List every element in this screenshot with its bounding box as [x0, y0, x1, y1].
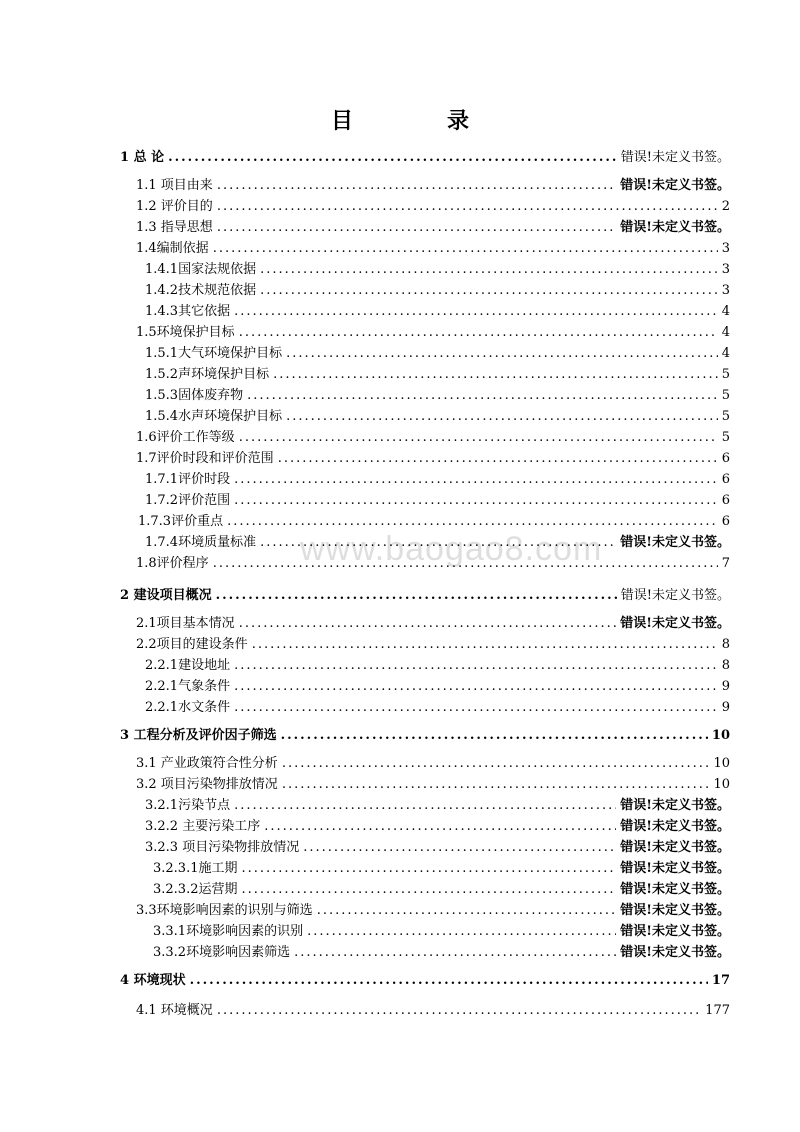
- dot-leader: [294, 943, 616, 963]
- toc-entry-1[interactable]: [120, 148, 730, 168]
- dot-leader: [213, 554, 718, 574]
- dot-leader: [234, 470, 718, 490]
- toc-entry-3-3-1[interactable]: [153, 922, 730, 942]
- toc-entry-1-4-3[interactable]: [145, 302, 730, 322]
- dot-leader: [317, 901, 617, 921]
- toc-page: 5: [721, 430, 730, 445]
- toc-page: 9: [721, 679, 730, 694]
- toc-page: 7: [721, 556, 730, 571]
- toc-entry-1-7-2[interactable]: [145, 491, 730, 511]
- dot-leader: [273, 365, 718, 385]
- dot-leader: [213, 239, 718, 259]
- toc-entry-4[interactable]: [120, 971, 730, 991]
- dot-leader: [239, 428, 718, 448]
- toc-entry-3-1[interactable]: [136, 754, 730, 774]
- toc-entry-1-7[interactable]: [136, 449, 730, 469]
- toc-label: 3.2 项目污染物排放情况: [136, 777, 278, 792]
- toc-entry-3-3[interactable]: [136, 901, 730, 921]
- toc-page: 3: [721, 241, 730, 256]
- toc-page: 错误!未定义书签。: [620, 535, 730, 550]
- toc-page: 错误!未定义书签。: [620, 903, 730, 918]
- toc-label: 1.3 指导思想: [136, 220, 213, 235]
- toc-entry-1-7-3[interactable]: [138, 512, 730, 532]
- toc-page: 错误!未定义书签。: [620, 798, 730, 813]
- toc-entry-3-2-3-2[interactable]: [153, 880, 730, 900]
- toc-page: 错误!未定义书签。: [620, 150, 730, 165]
- toc-entry-1-8[interactable]: [136, 554, 730, 574]
- toc-page: 8: [721, 658, 730, 673]
- toc-entry-2-2[interactable]: [136, 635, 730, 655]
- dot-leader: [234, 677, 718, 697]
- toc-entry-1-6[interactable]: [136, 428, 730, 448]
- toc-label: 3.2.3 项目污染物排放情况: [145, 840, 300, 855]
- toc-entry-1-7-4[interactable]: [145, 533, 730, 553]
- toc-entry-2-1[interactable]: [136, 614, 730, 634]
- toc-label: 2.1项目基本情况: [136, 616, 235, 631]
- dot-leader: [281, 726, 708, 746]
- toc-label: 1.8评价程序: [136, 556, 209, 571]
- dot-leader: [286, 344, 718, 364]
- dot-leader: [227, 512, 718, 532]
- toc-entry-1-5-4[interactable]: [145, 407, 730, 427]
- toc-label: 3.2.1污染节点: [145, 798, 231, 813]
- toc-entry-3-2-2[interactable]: [145, 817, 730, 837]
- toc-label: 1.5.2声环境保护目标: [145, 367, 270, 382]
- dot-leader: [252, 635, 718, 655]
- toc-page: 错误!未定义书签。: [620, 220, 730, 235]
- toc-label: 3.3.2环境影响因素筛选: [153, 945, 291, 960]
- toc-entry-1-4-1[interactable]: [145, 260, 730, 280]
- toc-page: 2: [721, 199, 730, 214]
- toc-label: 3.2.3.2运营期: [153, 882, 238, 897]
- dot-leader: [264, 817, 616, 837]
- toc-entry-1-7-1[interactable]: [145, 470, 730, 490]
- dot-leader: [260, 281, 718, 301]
- toc-label: 1.4.1国家法规依据: [145, 262, 257, 277]
- dot-leader: [217, 176, 616, 196]
- toc-entry-2[interactable]: [120, 586, 730, 606]
- toc-entry-3[interactable]: [120, 726, 730, 746]
- toc-page: 5: [721, 367, 730, 382]
- toc-label: 3 工程分析及评价因子筛选: [120, 728, 277, 743]
- toc-label: 3.1 产业政策符合性分析: [136, 756, 278, 771]
- toc-entry-2-2-1a[interactable]: [145, 656, 730, 676]
- dot-leader: [260, 533, 616, 553]
- dot-leader: [239, 323, 718, 343]
- toc-label: 2 建设项目概况: [120, 588, 212, 603]
- toc-entry-3-2-1[interactable]: [145, 796, 730, 816]
- toc-entry-1-5[interactable]: [136, 323, 730, 343]
- toc-entry-1-5-3[interactable]: [145, 386, 730, 406]
- toc-page: 9: [721, 700, 730, 715]
- toc-label: 2.2.1水文条件: [145, 700, 231, 715]
- toc-label: 1.5.3固体废弃物: [145, 388, 244, 403]
- toc-label: 1.7.3评价重点: [138, 514, 224, 529]
- toc-label: 1.5.4水声环境保护目标: [145, 409, 283, 424]
- toc-label: 2.2项目的建设条件: [136, 637, 248, 652]
- dot-leader: [260, 260, 718, 280]
- toc-page: 10: [713, 756, 730, 771]
- toc-page: 错误!未定义书签。: [620, 616, 730, 631]
- dot-leader: [239, 614, 617, 634]
- toc-page: 3: [721, 283, 730, 298]
- toc-label: 3.3环境影响因素的识别与筛选: [136, 903, 313, 918]
- toc-page: 错误!未定义书签。: [620, 819, 730, 834]
- dot-leader: [234, 302, 718, 322]
- toc-page: 3: [721, 262, 730, 277]
- toc-page: 4: [721, 304, 730, 319]
- toc-page: 错误!未定义书签。: [620, 588, 730, 603]
- toc-label: 2.2.1建设地址: [145, 658, 231, 673]
- toc-entry-3-2-3-1[interactable]: [153, 859, 730, 879]
- toc-label: 1 总 论: [120, 150, 165, 165]
- dot-leader: [247, 386, 718, 406]
- toc-page: 错误!未定义书签。: [620, 861, 730, 876]
- toc-label: 1.7评价时段和评价范围: [136, 451, 274, 466]
- dot-leader: [234, 656, 718, 676]
- toc-label: 1.7.2评价范围: [145, 493, 231, 508]
- toc-label: 1.4编制依据: [136, 241, 209, 256]
- toc-entry-3-2-3[interactable]: [145, 838, 730, 858]
- toc-entry-1-4-2[interactable]: [145, 281, 730, 301]
- dot-leader: [286, 407, 718, 427]
- watermark: www.baogao8.com: [300, 530, 603, 568]
- toc-label: 3.2.2 主要污染工序: [145, 819, 261, 834]
- toc-entry-1-4[interactable]: [136, 239, 730, 259]
- toc-title: 目 录: [330, 108, 505, 134]
- dot-leader: [241, 880, 616, 900]
- toc-entry-3-2[interactable]: [136, 775, 730, 795]
- toc-entry-1-1[interactable]: [136, 176, 730, 196]
- toc-page: 6: [721, 493, 730, 508]
- toc-page: 177: [705, 1003, 730, 1018]
- toc-entry-3-3-2[interactable]: [153, 943, 730, 963]
- toc-page: 8: [721, 637, 730, 652]
- toc-entry-1-3[interactable]: [136, 218, 730, 238]
- toc-label: 4.1 环境概况: [136, 1003, 213, 1018]
- dot-leader: [241, 859, 616, 879]
- dot-leader: [303, 838, 616, 858]
- toc-label: 1.5.1大气环境保护目标: [145, 346, 283, 361]
- toc-label: 1.6评价工作等级: [136, 430, 235, 445]
- toc-label: 1.5环境保护目标: [136, 325, 235, 340]
- toc-page: 4: [721, 325, 730, 340]
- toc-label: 1.7.1评价时段: [145, 472, 231, 487]
- dot-leader: [217, 218, 616, 238]
- toc-label: 3.2.3.1施工期: [153, 861, 238, 876]
- toc-page: 10: [711, 728, 730, 743]
- toc-page: 错误!未定义书签。: [620, 924, 730, 939]
- toc-page: 错误!未定义书签。: [620, 945, 730, 960]
- toc-page: 6: [721, 451, 730, 466]
- toc-label: 1.1 项目由来: [136, 178, 213, 193]
- dot-leader: [282, 775, 710, 795]
- dot-leader: [307, 922, 616, 942]
- dot-leader: [168, 148, 617, 168]
- toc-label: 1.4.3其它依据: [145, 304, 231, 319]
- toc-page: 错误!未定义书签。: [620, 178, 730, 193]
- toc-entry-1-5-1[interactable]: [145, 344, 730, 364]
- dot-leader: [217, 1001, 701, 1021]
- toc-label: 4 环境现状: [120, 973, 186, 988]
- dot-leader: [190, 971, 708, 991]
- dot-leader: [278, 449, 718, 469]
- toc-label: 3.3.1环境影响因素的识别: [153, 924, 304, 939]
- toc-entry-2-2-1c[interactable]: [145, 698, 730, 718]
- toc-label: 1.7.4环境质量标准: [145, 535, 257, 550]
- toc-label: 2.2.1气象条件: [145, 679, 231, 694]
- dot-leader: [217, 197, 718, 217]
- toc-page: 6: [721, 514, 730, 529]
- toc-label: 1.2 评价目的: [136, 199, 213, 214]
- toc-page: 5: [721, 388, 730, 403]
- toc-page: 错误!未定义书签。: [620, 840, 730, 855]
- toc-label: 1.4.2技术规范依据: [145, 283, 257, 298]
- toc-entry-4-1[interactable]: [136, 1001, 730, 1021]
- toc-page: 4: [721, 346, 730, 361]
- dot-leader: [234, 491, 718, 511]
- toc-page: 6: [721, 472, 730, 487]
- dot-leader: [234, 796, 616, 816]
- toc-entry-1-5-2[interactable]: [145, 365, 730, 385]
- dot-leader: [234, 698, 718, 718]
- toc-page: 错误!未定义书签。: [620, 882, 730, 897]
- toc-page: 5: [721, 409, 730, 424]
- dot-leader: [282, 754, 710, 774]
- dot-leader: [216, 586, 617, 606]
- toc-entry-2-2-1b[interactable]: [145, 677, 730, 697]
- toc-entry-1-2[interactable]: [136, 197, 730, 217]
- toc-page: 17: [711, 973, 730, 988]
- toc-page: 10: [713, 777, 730, 792]
